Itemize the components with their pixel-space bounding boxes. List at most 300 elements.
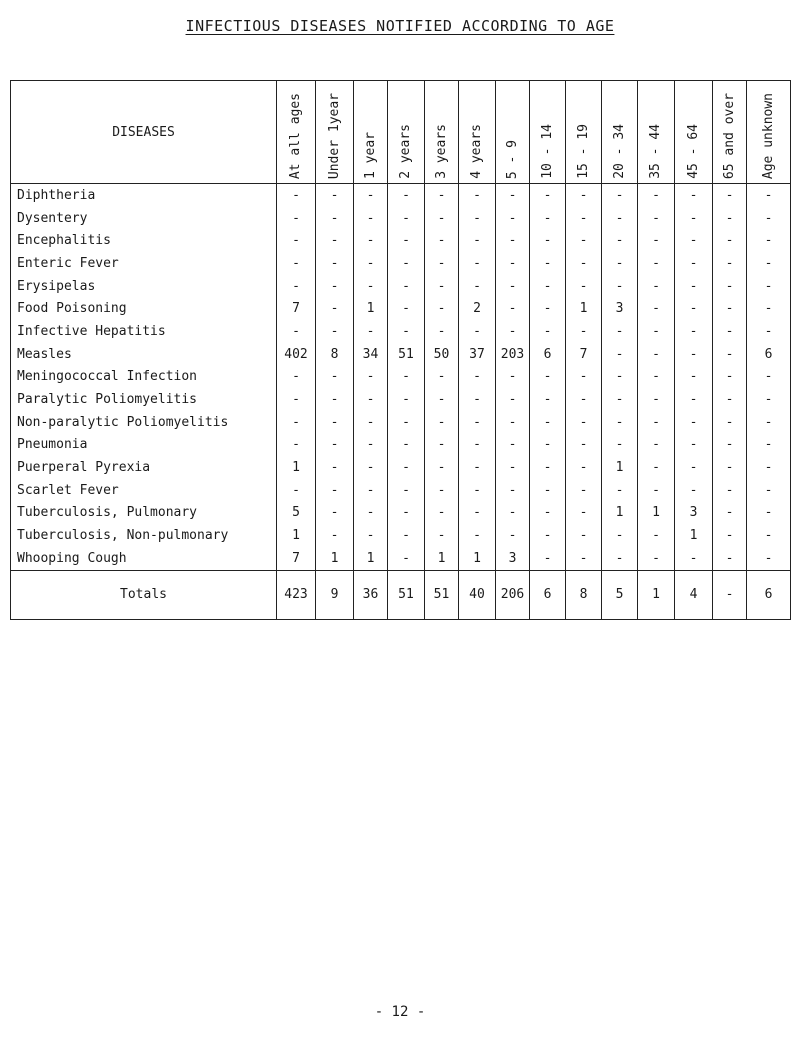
- count-cell: -: [496, 456, 530, 479]
- count-cell: -: [459, 388, 496, 411]
- count-cell: -: [388, 252, 425, 275]
- count-cell: 51: [388, 343, 425, 366]
- count-cell: -: [316, 297, 354, 320]
- count-cell: -: [602, 343, 638, 366]
- count-cell: -: [316, 411, 354, 434]
- disease-name: Food Poisoning: [11, 297, 277, 320]
- count-cell: -: [675, 343, 713, 366]
- count-cell: -: [459, 184, 496, 207]
- count-cell: -: [713, 252, 747, 275]
- age-column-header: [602, 81, 638, 184]
- count-cell: -: [747, 184, 791, 207]
- count-cell: -: [459, 207, 496, 230]
- age-column-header: [496, 81, 530, 184]
- count-cell: -: [425, 297, 459, 320]
- count-cell: -: [316, 320, 354, 343]
- age-column-label: Age unknown: [760, 92, 776, 179]
- count-cell: -: [496, 434, 530, 457]
- count-cell: -: [530, 524, 566, 547]
- count-cell: -: [747, 275, 791, 298]
- table-header-row: [11, 81, 791, 184]
- count-cell: -: [675, 184, 713, 207]
- age-column-header: [388, 81, 425, 184]
- table-row: [11, 297, 791, 320]
- total-cell: 423: [277, 570, 316, 619]
- count-cell: -: [602, 479, 638, 502]
- count-cell: -: [496, 388, 530, 411]
- disease-name: Paralytic Poliomyelitis: [11, 388, 277, 411]
- disease-name: Enteric Fever: [11, 252, 277, 275]
- count-cell: 3: [675, 502, 713, 525]
- count-cell: -: [713, 275, 747, 298]
- count-cell: -: [425, 252, 459, 275]
- count-cell: -: [675, 366, 713, 389]
- count-cell: -: [747, 252, 791, 275]
- count-cell: -: [713, 547, 747, 570]
- count-cell: -: [747, 434, 791, 457]
- count-cell: -: [316, 479, 354, 502]
- count-cell: -: [675, 320, 713, 343]
- disease-name: Whooping Cough: [11, 547, 277, 570]
- count-cell: -: [354, 411, 388, 434]
- count-cell: -: [425, 207, 459, 230]
- count-cell: -: [354, 252, 388, 275]
- count-cell: -: [425, 524, 459, 547]
- disease-name: Measles: [11, 343, 277, 366]
- count-cell: -: [638, 524, 675, 547]
- total-cell: 5: [602, 570, 638, 619]
- count-cell: -: [530, 388, 566, 411]
- page-title: INFECTIOUS DISEASES NOTIFIED ACCORDING TO AGE: [185, 17, 615, 35]
- count-cell: -: [354, 229, 388, 252]
- count-cell: -: [713, 297, 747, 320]
- count-cell: 8: [316, 343, 354, 366]
- age-column-header: [713, 81, 747, 184]
- table-body: [11, 184, 791, 571]
- count-cell: -: [566, 207, 602, 230]
- count-cell: 1: [566, 297, 602, 320]
- count-cell: 5: [277, 502, 316, 525]
- count-cell: -: [638, 411, 675, 434]
- count-cell: -: [496, 366, 530, 389]
- count-cell: -: [602, 547, 638, 570]
- diseases-column-header: DISEASES: [11, 81, 277, 184]
- count-cell: 1: [602, 456, 638, 479]
- age-column-header: [316, 81, 354, 184]
- count-cell: -: [459, 479, 496, 502]
- count-cell: -: [747, 456, 791, 479]
- count-cell: -: [496, 479, 530, 502]
- table-row: [11, 275, 791, 298]
- count-cell: -: [566, 252, 602, 275]
- age-column-header: [566, 81, 602, 184]
- count-cell: 34: [354, 343, 388, 366]
- disease-name: Infective Hepatitis: [11, 320, 277, 343]
- count-cell: -: [638, 456, 675, 479]
- total-cell: -: [713, 570, 747, 619]
- total-cell: 1: [638, 570, 675, 619]
- count-cell: -: [638, 320, 675, 343]
- count-cell: -: [675, 547, 713, 570]
- age-column-header: [425, 81, 459, 184]
- count-cell: -: [747, 547, 791, 570]
- count-cell: -: [316, 252, 354, 275]
- count-cell: -: [459, 434, 496, 457]
- count-cell: -: [566, 502, 602, 525]
- count-cell: -: [747, 207, 791, 230]
- count-cell: -: [388, 547, 425, 570]
- count-cell: -: [496, 207, 530, 230]
- count-cell: -: [425, 275, 459, 298]
- count-cell: -: [354, 184, 388, 207]
- count-cell: 1: [675, 524, 713, 547]
- count-cell: -: [675, 252, 713, 275]
- count-cell: -: [566, 434, 602, 457]
- count-cell: -: [675, 479, 713, 502]
- count-cell: 7: [277, 297, 316, 320]
- count-cell: -: [675, 207, 713, 230]
- count-cell: -: [496, 252, 530, 275]
- count-cell: -: [638, 297, 675, 320]
- count-cell: -: [316, 184, 354, 207]
- count-cell: -: [354, 388, 388, 411]
- count-cell: -: [530, 229, 566, 252]
- count-cell: -: [713, 502, 747, 525]
- disease-age-table: [10, 80, 791, 620]
- count-cell: -: [747, 524, 791, 547]
- count-cell: -: [638, 207, 675, 230]
- count-cell: -: [459, 456, 496, 479]
- count-cell: -: [459, 252, 496, 275]
- count-cell: -: [277, 229, 316, 252]
- count-cell: -: [566, 229, 602, 252]
- count-cell: -: [713, 207, 747, 230]
- count-cell: -: [459, 229, 496, 252]
- count-cell: 1: [459, 547, 496, 570]
- count-cell: -: [354, 479, 388, 502]
- count-cell: -: [277, 275, 316, 298]
- count-cell: -: [316, 366, 354, 389]
- count-cell: -: [425, 456, 459, 479]
- count-cell: -: [459, 524, 496, 547]
- count-cell: 203: [496, 343, 530, 366]
- count-cell: -: [277, 366, 316, 389]
- age-column-header: [675, 81, 713, 184]
- count-cell: -: [566, 275, 602, 298]
- count-cell: 6: [530, 343, 566, 366]
- total-cell: 9: [316, 570, 354, 619]
- total-cell: 4: [675, 570, 713, 619]
- count-cell: -: [602, 388, 638, 411]
- count-cell: -: [388, 184, 425, 207]
- page-number: - 12 -: [374, 1004, 426, 1020]
- count-cell: -: [388, 502, 425, 525]
- count-cell: -: [566, 547, 602, 570]
- count-cell: -: [530, 547, 566, 570]
- count-cell: -: [425, 229, 459, 252]
- count-cell: -: [316, 388, 354, 411]
- count-cell: -: [316, 207, 354, 230]
- count-cell: -: [530, 184, 566, 207]
- age-column-header: [459, 81, 496, 184]
- count-cell: -: [713, 184, 747, 207]
- count-cell: 1: [316, 547, 354, 570]
- age-column-label: 65 and over: [721, 92, 737, 179]
- count-cell: -: [638, 275, 675, 298]
- count-cell: -: [277, 388, 316, 411]
- count-cell: -: [459, 502, 496, 525]
- table-row: [11, 411, 791, 434]
- count-cell: -: [566, 366, 602, 389]
- count-cell: -: [602, 229, 638, 252]
- count-cell: -: [530, 502, 566, 525]
- table-row: [11, 184, 791, 207]
- disease-name: Diphtheria: [11, 184, 277, 207]
- total-cell: 36: [354, 570, 388, 619]
- age-column-label: 5 - 9: [504, 139, 520, 179]
- count-cell: -: [496, 297, 530, 320]
- count-cell: -: [638, 434, 675, 457]
- age-column-header: [747, 81, 791, 184]
- count-cell: -: [354, 434, 388, 457]
- count-cell: -: [675, 388, 713, 411]
- count-cell: -: [354, 366, 388, 389]
- count-cell: -: [747, 411, 791, 434]
- age-column-header: [277, 81, 316, 184]
- age-column-header: [530, 81, 566, 184]
- age-column-label: 45 - 64: [685, 124, 701, 179]
- count-cell: -: [425, 320, 459, 343]
- count-cell: -: [530, 434, 566, 457]
- count-cell: 1: [354, 547, 388, 570]
- disease-name: Tuberculosis, Non-pulmonary: [11, 524, 277, 547]
- table-row: [11, 343, 791, 366]
- count-cell: -: [277, 320, 316, 343]
- total-cell: 6: [530, 570, 566, 619]
- totals-label: Totals: [11, 570, 277, 619]
- count-cell: -: [277, 184, 316, 207]
- count-cell: -: [638, 229, 675, 252]
- count-cell: -: [602, 434, 638, 457]
- count-cell: -: [530, 479, 566, 502]
- disease-name: Encephalitis: [11, 229, 277, 252]
- count-cell: -: [425, 502, 459, 525]
- count-cell: -: [316, 434, 354, 457]
- count-cell: 1: [602, 502, 638, 525]
- disease-name: Meningococcal Infection: [11, 366, 277, 389]
- disease-name: Erysipelas: [11, 275, 277, 298]
- total-cell: 51: [425, 570, 459, 619]
- count-cell: -: [388, 411, 425, 434]
- count-cell: -: [713, 434, 747, 457]
- count-cell: -: [496, 502, 530, 525]
- count-cell: -: [496, 275, 530, 298]
- age-column-label: 35 - 44: [648, 124, 663, 179]
- count-cell: -: [638, 184, 675, 207]
- count-cell: -: [530, 456, 566, 479]
- table-row: [11, 388, 791, 411]
- age-column-label: 20 - 34: [611, 124, 627, 179]
- age-column-label: 15 - 19: [575, 124, 591, 179]
- count-cell: -: [354, 275, 388, 298]
- count-cell: -: [530, 207, 566, 230]
- count-cell: -: [316, 229, 354, 252]
- count-cell: -: [747, 479, 791, 502]
- count-cell: 1: [354, 297, 388, 320]
- count-cell: -: [388, 366, 425, 389]
- count-cell: -: [496, 320, 530, 343]
- count-cell: -: [747, 388, 791, 411]
- count-cell: -: [277, 434, 316, 457]
- count-cell: -: [638, 388, 675, 411]
- count-cell: -: [496, 184, 530, 207]
- count-cell: -: [566, 388, 602, 411]
- count-cell: -: [354, 320, 388, 343]
- table-row: [11, 524, 791, 547]
- disease-name: Puerperal Pyrexia: [11, 456, 277, 479]
- table-row: [11, 456, 791, 479]
- count-cell: -: [566, 184, 602, 207]
- count-cell: -: [638, 366, 675, 389]
- count-cell: -: [713, 343, 747, 366]
- count-cell: 50: [425, 343, 459, 366]
- count-cell: -: [496, 524, 530, 547]
- age-column-label: At all ages: [288, 92, 303, 179]
- count-cell: -: [713, 411, 747, 434]
- count-cell: 3: [496, 547, 530, 570]
- count-cell: -: [496, 229, 530, 252]
- count-cell: -: [388, 434, 425, 457]
- count-cell: -: [354, 502, 388, 525]
- count-cell: -: [277, 411, 316, 434]
- count-cell: -: [566, 411, 602, 434]
- count-cell: -: [530, 252, 566, 275]
- count-cell: -: [566, 524, 602, 547]
- count-cell: -: [675, 434, 713, 457]
- count-cell: -: [713, 229, 747, 252]
- table-row: [11, 252, 791, 275]
- count-cell: -: [566, 456, 602, 479]
- count-cell: -: [425, 434, 459, 457]
- table-row: [11, 207, 791, 230]
- count-cell: -: [354, 524, 388, 547]
- table-row: [11, 547, 791, 570]
- count-cell: 402: [277, 343, 316, 366]
- count-cell: 1: [425, 547, 459, 570]
- count-cell: -: [602, 524, 638, 547]
- total-cell: 206: [496, 570, 530, 619]
- count-cell: -: [316, 502, 354, 525]
- count-cell: -: [459, 366, 496, 389]
- table-row: [11, 320, 791, 343]
- count-cell: -: [388, 229, 425, 252]
- count-cell: -: [277, 252, 316, 275]
- count-cell: -: [675, 297, 713, 320]
- count-cell: -: [425, 411, 459, 434]
- count-cell: -: [388, 275, 425, 298]
- age-column-label: 10 - 14: [539, 124, 555, 179]
- total-cell: 8: [566, 570, 602, 619]
- count-cell: -: [354, 207, 388, 230]
- count-cell: -: [675, 229, 713, 252]
- table-row: [11, 366, 791, 389]
- count-cell: 1: [638, 502, 675, 525]
- count-cell: -: [316, 275, 354, 298]
- count-cell: -: [675, 456, 713, 479]
- totals-section: [11, 570, 791, 619]
- count-cell: -: [530, 411, 566, 434]
- total-cell: 51: [388, 570, 425, 619]
- disease-name: Pneumonia: [11, 434, 277, 457]
- disease-name: Dysentery: [11, 207, 277, 230]
- count-cell: -: [602, 275, 638, 298]
- count-cell: -: [277, 479, 316, 502]
- count-cell: -: [316, 456, 354, 479]
- count-cell: -: [316, 524, 354, 547]
- count-cell: -: [530, 275, 566, 298]
- count-cell: -: [747, 229, 791, 252]
- table-row: [11, 479, 791, 502]
- count-cell: -: [354, 456, 388, 479]
- total-cell: 6: [747, 570, 791, 619]
- count-cell: -: [388, 207, 425, 230]
- age-column-label: Under 1year: [326, 92, 342, 179]
- disease-name: Tuberculosis, Pulmonary: [11, 502, 277, 525]
- count-cell: -: [388, 388, 425, 411]
- count-cell: -: [530, 366, 566, 389]
- table-row: [11, 434, 791, 457]
- count-cell: 37: [459, 343, 496, 366]
- count-cell: -: [713, 366, 747, 389]
- count-cell: -: [638, 343, 675, 366]
- count-cell: 1: [277, 524, 316, 547]
- count-cell: -: [602, 366, 638, 389]
- count-cell: -: [459, 411, 496, 434]
- age-column-label: 4 years: [469, 124, 484, 179]
- count-cell: -: [602, 320, 638, 343]
- age-column-label: 3 years: [433, 124, 449, 179]
- count-cell: -: [747, 320, 791, 343]
- count-cell: -: [675, 275, 713, 298]
- count-cell: -: [388, 320, 425, 343]
- count-cell: -: [747, 502, 791, 525]
- count-cell: -: [388, 524, 425, 547]
- count-cell: -: [277, 207, 316, 230]
- count-cell: -: [459, 275, 496, 298]
- count-cell: -: [602, 184, 638, 207]
- count-cell: 1: [277, 456, 316, 479]
- age-column-label: 2 years: [398, 124, 413, 179]
- count-cell: 6: [747, 343, 791, 366]
- count-cell: -: [602, 252, 638, 275]
- count-cell: -: [602, 207, 638, 230]
- totals-row: [11, 570, 791, 619]
- count-cell: 3: [602, 297, 638, 320]
- disease-name: Scarlet Fever: [11, 479, 277, 502]
- count-cell: -: [425, 388, 459, 411]
- count-cell: -: [713, 479, 747, 502]
- count-cell: -: [747, 297, 791, 320]
- count-cell: -: [713, 456, 747, 479]
- count-cell: -: [459, 320, 496, 343]
- count-cell: -: [530, 297, 566, 320]
- count-cell: 2: [459, 297, 496, 320]
- age-column-header: [638, 81, 675, 184]
- count-cell: -: [602, 411, 638, 434]
- age-column-label: 1 year: [362, 132, 378, 179]
- count-cell: -: [530, 320, 566, 343]
- count-cell: 7: [566, 343, 602, 366]
